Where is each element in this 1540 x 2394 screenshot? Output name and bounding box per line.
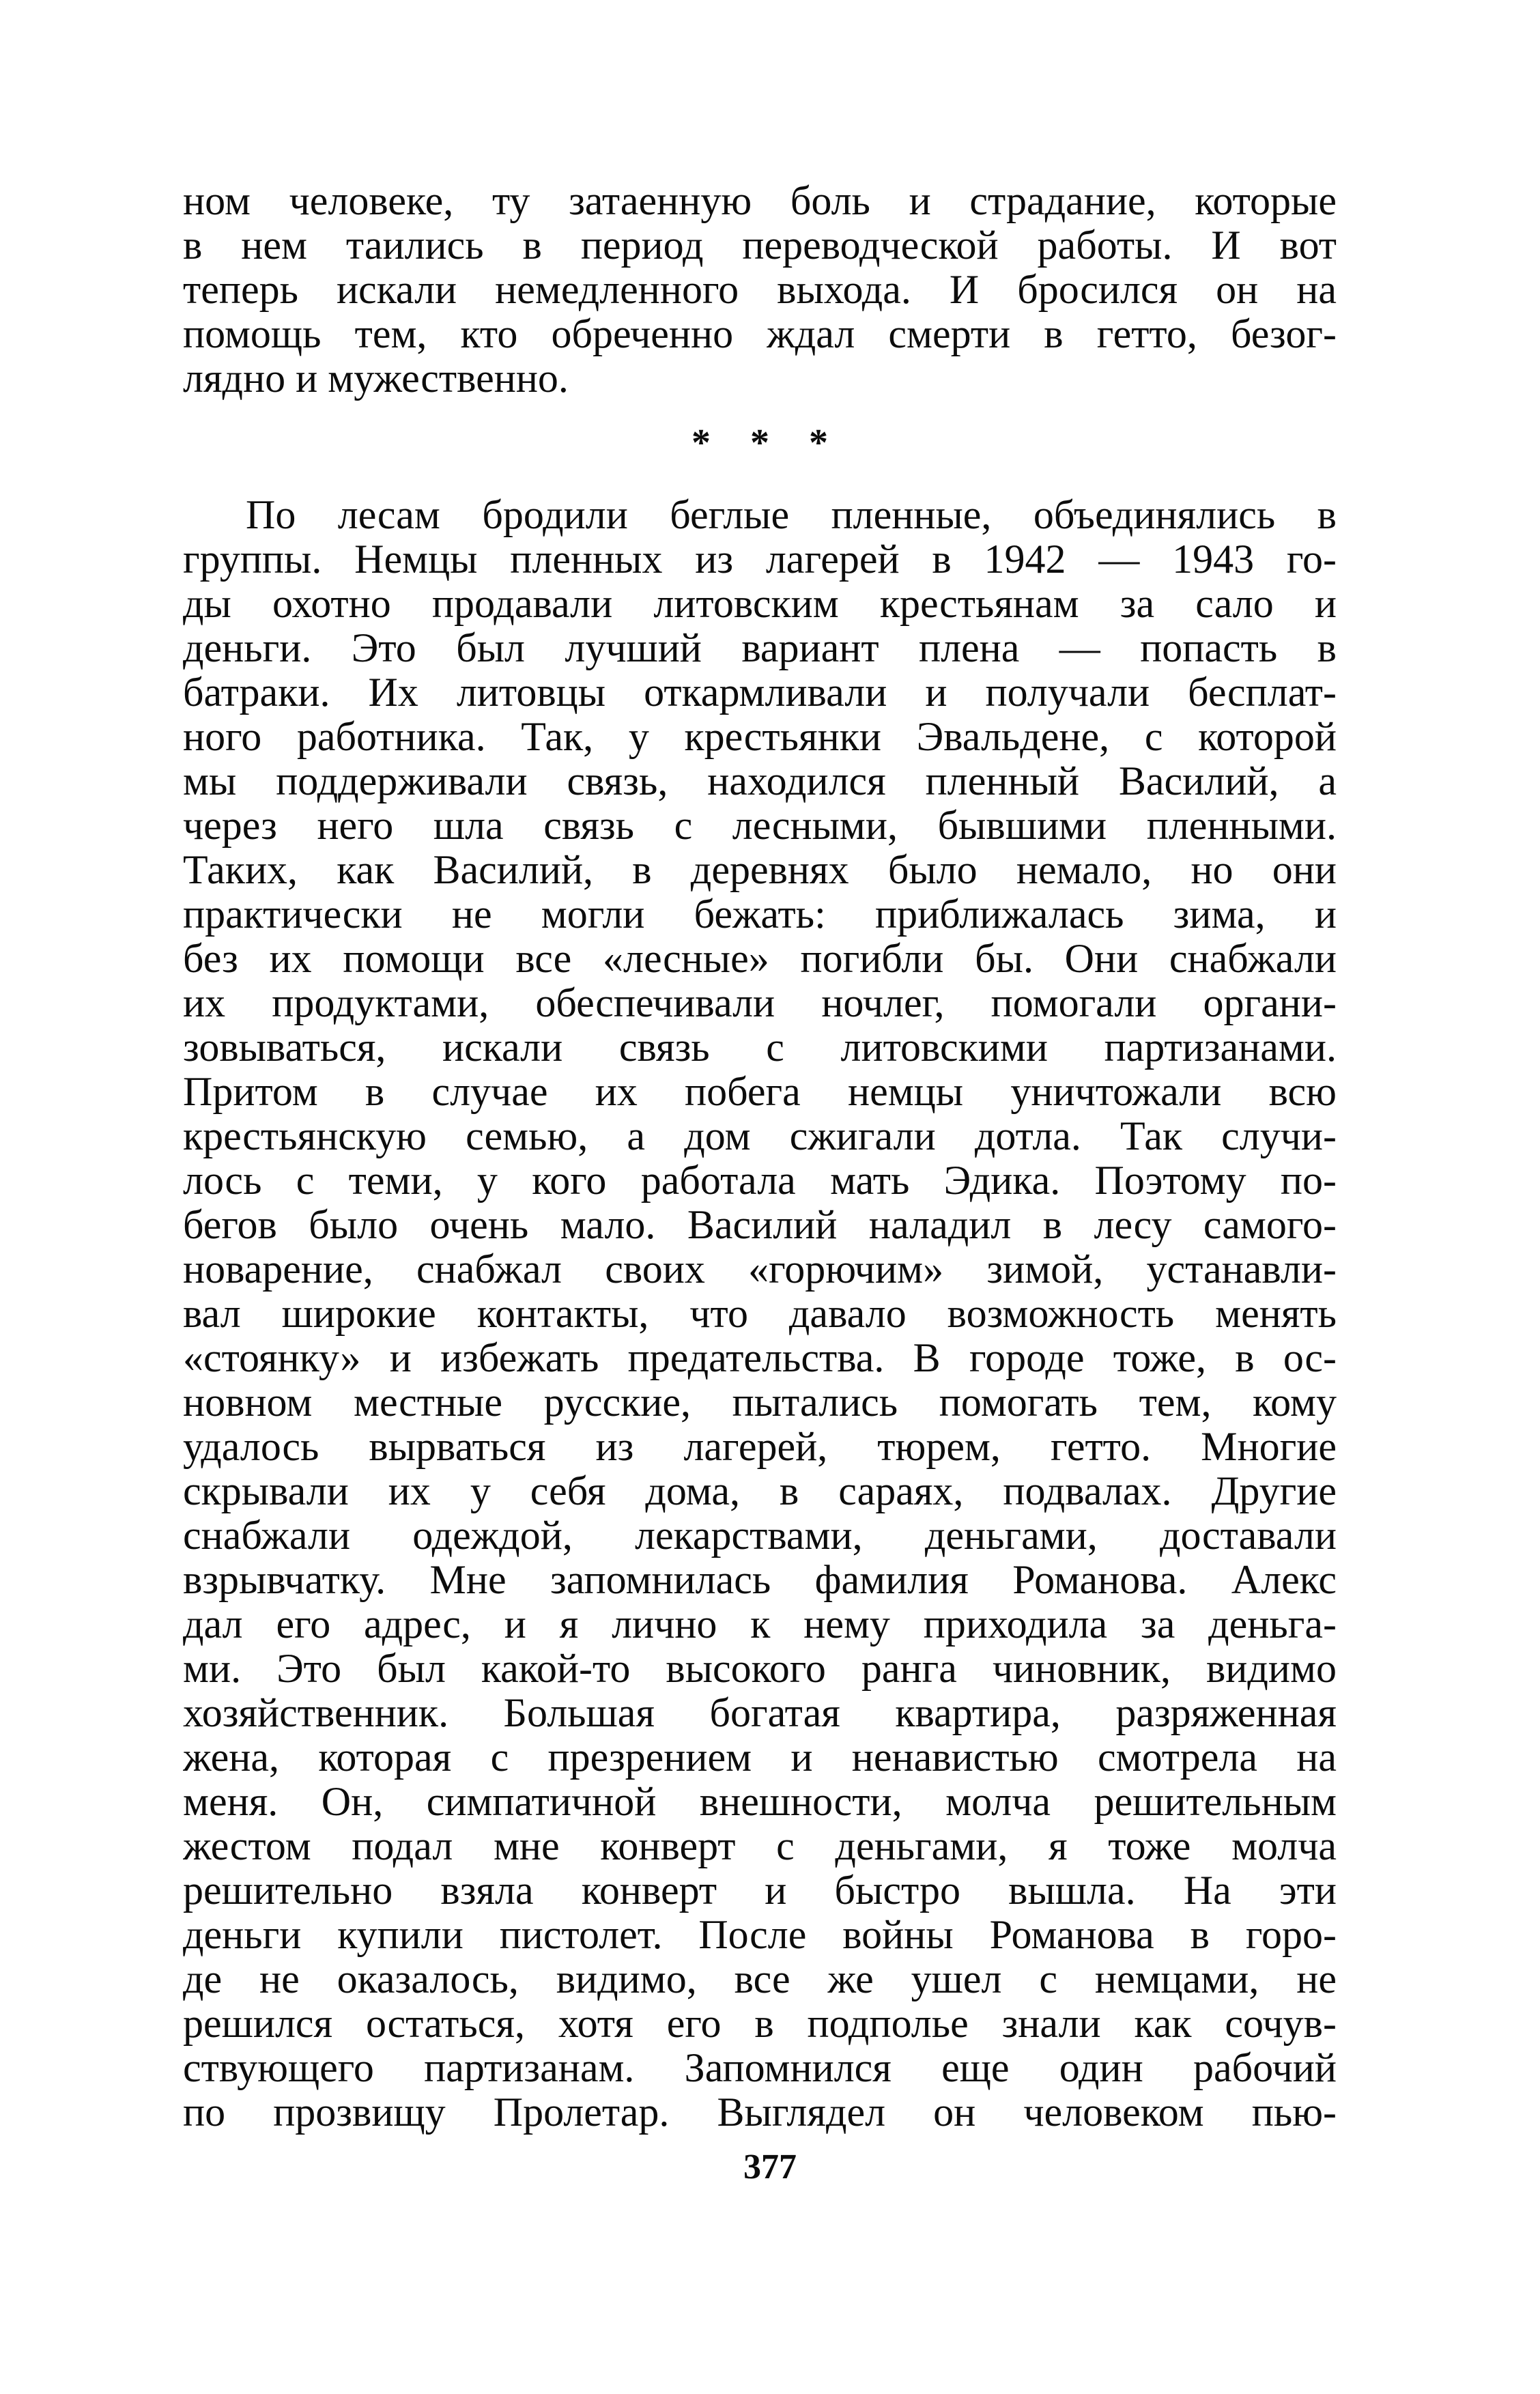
text-line: по прозвищу Пролетар. Выглядел он человеком пью- — [183, 2090, 1337, 2135]
text-line: батраки. Их литовцы откармливали и получали бесплат- — [183, 670, 1337, 715]
text-line: ном человеке, ту затаенную боль и страдание, которые — [183, 179, 1337, 223]
text-line: мы поддерживали связь, находился пленный Василий, а — [183, 759, 1337, 803]
text-line: вал широкие контакты, что давало возможность менять — [183, 1292, 1337, 1336]
text-line: помощь тем, кто обреченно ждал смерти в гетто, безог- — [183, 312, 1337, 356]
text-line: ми. Это был какой-то высокого ранга чиновник, видимо — [183, 1647, 1337, 1691]
page-number: 377 — [743, 2148, 797, 2186]
section-separator: * * * — [691, 422, 843, 464]
text-line: ствующего партизанам. Запомнился еще один рабочий — [183, 2046, 1337, 2090]
text-line: деньги купили пистолет. После войны Романова в горо- — [183, 1913, 1337, 1957]
text-line: без их помощи все «лесные» погибли бы. Они снабжали — [183, 937, 1337, 981]
text-line: удалось вырваться из лагерей, тюрем, гетто. Многие — [183, 1425, 1337, 1469]
paragraph — [183, 493, 1337, 2135]
text-line: меня. Он, симпатичной внешности, молча решительным — [183, 1780, 1337, 1824]
text-line: зовываться, искали связь с литовскими партизанами. — [183, 1025, 1337, 1070]
text-line: «стоянку» и избежать предательства. В городе тоже, в ос- — [183, 1336, 1337, 1380]
text-line: Таких, как Василий, в деревнях было немало, но они — [183, 848, 1337, 892]
text-line: крестьянскую семью, а дом сжигали дотла. Так случи- — [183, 1114, 1337, 1158]
text-line: По лесам бродили беглые пленные, объединялись в — [246, 493, 1337, 537]
text-line: ды охотно продавали литовским крестьянам за сало и — [183, 582, 1337, 626]
text-line: снабжали одеждой, лекарствами, деньгами, доставали — [183, 1513, 1337, 1558]
text-line: решительно взяла конверт и быстро вышла. На эти — [183, 1868, 1337, 1913]
text-line: скрывали их у себя дома, в сараях, подвалах. Другие — [183, 1469, 1337, 1513]
text-line: их продуктами, обеспечивали ночлег, помогали органи- — [183, 981, 1337, 1025]
text-line: новарение, снабжал своих «горючим» зимой, устанавли- — [183, 1247, 1337, 1292]
text-line: новном местные русские, пытались помогать тем, кому — [183, 1380, 1337, 1425]
text-line: жестом подал мне конверт с деньгами, я тоже молча — [183, 1824, 1337, 1868]
text-line: де не оказалось, видимо, все же ушел с немцами, не — [183, 1957, 1337, 2001]
text-line: бегов было очень мало. Василий наладил в лесу самого- — [183, 1203, 1337, 1247]
paragraph-continued — [183, 179, 1337, 401]
text-line: лось с теми, у кого работала мать Эдика. Поэтому по- — [183, 1158, 1337, 1203]
text-line: лядно и мужественно. — [183, 356, 569, 401]
text-line: дал его адрес, и я лично к нему приходила за деньга- — [183, 1602, 1337, 1647]
text-line: деньги. Это был лучший вариант плена — попасть в — [183, 626, 1337, 670]
text-line: взрывчатку. Мне запомнилась фамилия Романова. Алекс — [183, 1558, 1337, 1602]
text-line: практически не могли бежать: приближалась зима, и — [183, 892, 1337, 937]
text-line: в нем таились в период переводческой работы. И вот — [183, 223, 1337, 268]
text-line: через него шла связь с лесными, бывшими пленными. — [183, 803, 1337, 848]
text-line: решился остаться, хотя его в подполье знали как сочув- — [183, 2001, 1337, 2046]
text-line: группы. Немцы пленных из лагерей в 1942 — 1943 го- — [183, 537, 1337, 582]
text-line: теперь искали немедленного выхода. И бросился он на — [183, 268, 1337, 312]
book-page — [183, 179, 1337, 2135]
text-line: Притом в случае их побега немцы уничтожали всю — [183, 1070, 1337, 1114]
text-line: ного работника. Так, у крестьянки Эвальдене, с которой — [183, 715, 1337, 759]
text-line: жена, которая с презрением и ненавистью смотрела на — [183, 1735, 1337, 1780]
text-line: хозяйственник. Большая богатая квартира, разряженная — [183, 1691, 1337, 1735]
